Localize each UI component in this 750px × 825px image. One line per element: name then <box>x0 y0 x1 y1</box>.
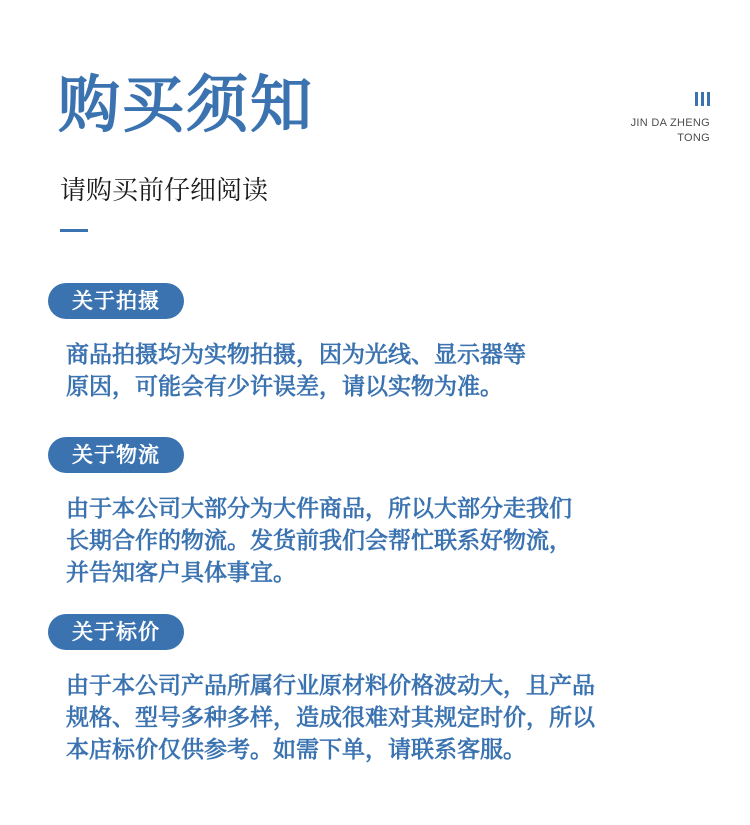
brand-line-1: JIN DA ZHENG <box>630 117 710 129</box>
section-text-pricing: 由于本公司产品所属行业原材料价格波动大，且产品 规格、型号多种多样，造成很难对其规定时价，所以 本店标价仅供参考。如需下单，请联系客服。 <box>66 673 595 763</box>
brand-mark <box>631 92 710 146</box>
section-label-logistics: 关于物流 <box>48 437 184 473</box>
section-pricing <box>48 614 720 766</box>
section-logistics <box>48 437 720 589</box>
section-photography <box>48 283 720 403</box>
page-subtitle: 请购买前仔细阅读 <box>60 176 269 206</box>
section-text-logistics: 由于本公司大部分为大件商品，所以大部分走我们 长期合作的物流。发货前我们会帮忙联系好物流， 并告知客户具体事宜。 <box>66 496 572 586</box>
section-label-pricing: 关于标价 <box>48 614 184 650</box>
brand-bars-icon <box>631 92 710 106</box>
page-title: 购买须知 <box>58 68 315 141</box>
brand-line-2: TONG <box>677 132 710 144</box>
accent-divider <box>60 229 88 232</box>
section-text-photography: 商品拍摄均为实物拍摄，因为光线、显示器等 原因，可能会有少许误差，请以实物为准。 <box>66 342 526 400</box>
section-label-photography: 关于拍摄 <box>48 283 184 319</box>
